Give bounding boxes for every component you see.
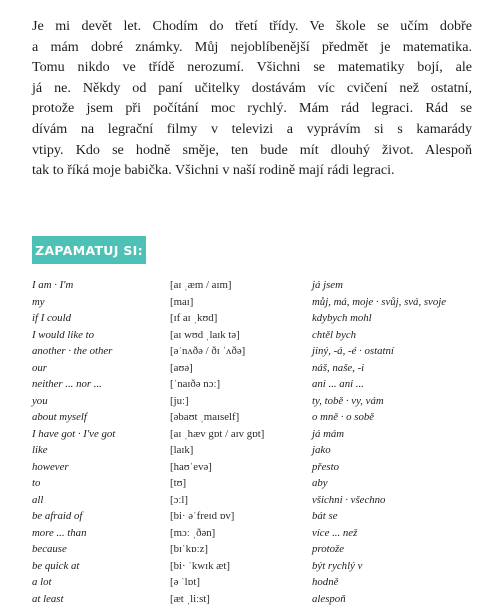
vocab-english: another · the other — [32, 345, 112, 357]
vocab-english: you — [32, 395, 48, 407]
vocab-row — [32, 461, 472, 478]
vocab-english: be quick at — [32, 560, 79, 572]
vocab-row — [32, 378, 472, 395]
vocab-row — [32, 362, 472, 379]
vocab-czech: bát se — [312, 510, 338, 522]
vocab-row — [32, 395, 472, 412]
vocab-english: I am · I'm — [32, 279, 73, 291]
vocab-row — [32, 312, 472, 329]
vocab-row — [32, 411, 472, 428]
vocabulary-table — [32, 279, 472, 609]
paragraph-line: a mám dobré známky. Můj nejoblíbenější předmět je matematika. — [32, 37, 472, 58]
vocab-pronunciation: [aɪ wʊd ˌlaɪk tə] — [170, 329, 240, 341]
vocab-czech: já jsem — [312, 279, 343, 291]
vocab-pronunciation: [bi· əˈfreɪd ɒv] — [170, 510, 234, 522]
vocab-czech: můj, má, moje · svůj, svá, svoje — [312, 296, 446, 308]
vocab-czech: ani ... ani ... — [312, 378, 364, 390]
vocab-row — [32, 345, 472, 362]
vocab-pronunciation: [tʊ] — [170, 477, 186, 489]
vocab-english: because — [32, 543, 67, 555]
vocab-english: about myself — [32, 411, 87, 423]
vocab-row — [32, 477, 472, 494]
vocab-english: to — [32, 477, 40, 489]
paragraph-line: Je mi devět let. Chodím do třetí třídy. Ve škole se učím dobře — [32, 16, 472, 37]
vocab-pronunciation: [laɪk] — [170, 444, 193, 456]
vocab-pronunciation: [haʊˈevə] — [170, 461, 212, 473]
vocab-pronunciation: [juː] — [170, 395, 189, 407]
reading-paragraph — [32, 16, 472, 181]
vocab-row — [32, 494, 472, 511]
vocab-pronunciation: [mɔː ˌðən] — [170, 527, 215, 539]
vocab-pronunciation: [bi· ˈkwɪk æt] — [170, 560, 230, 572]
vocab-pronunciation: [ə ˈlɒt] — [170, 576, 200, 588]
vocab-english: my — [32, 296, 45, 308]
vocab-pronunciation: [maɪ] — [170, 296, 193, 308]
vocab-czech: jiný, -á, -é · ostatní — [312, 345, 394, 357]
vocab-pronunciation: [aɪ ˌæm / aɪm] — [170, 279, 231, 291]
vocab-english: at least — [32, 593, 64, 605]
remember-heading-box — [32, 236, 146, 264]
vocab-pronunciation: [aɪ ˌhæv gɒt / aɪv gɒt] — [170, 428, 264, 440]
paragraph-line: vtipy. Kdo se hodně směje, ten bude mít dlouhý život. Alespoň — [32, 140, 472, 161]
paragraph-line: dívám na legrační filmy v televizi a vyprávím si s kamarády — [32, 119, 472, 140]
vocab-czech: protože — [312, 543, 344, 555]
vocab-czech: kdybych mohl — [312, 312, 372, 324]
vocab-row — [32, 576, 472, 593]
paragraph-line: já ne. Někdy od paní učitelky dostávám víc cvičení než ostatní, — [32, 78, 472, 99]
vocab-row — [32, 329, 472, 346]
vocab-english: however — [32, 461, 69, 473]
vocab-english: be afraid of — [32, 510, 82, 522]
vocab-pronunciation: [æt ˌliːst] — [170, 593, 210, 605]
vocab-pronunciation: [bɪˈkɒːz] — [170, 543, 208, 555]
vocab-row — [32, 510, 472, 527]
paragraph-line: tak to říká moje babička. Všichni v naší rodině mají rádi legraci. — [32, 160, 472, 181]
remember-heading: ZAPAMATUJ SI: — [35, 243, 143, 258]
paragraph-line: Tomu nikdo ve třídě nerozumí. Všichni se matematiky bojí, ale — [32, 57, 472, 78]
vocab-english: I have got · I've got — [32, 428, 115, 440]
vocab-english: more ... than — [32, 527, 86, 539]
vocab-pronunciation: [əbaʊt ˌmaɪself] — [170, 411, 239, 423]
vocab-czech: náš, naše, -i — [312, 362, 364, 374]
vocab-pronunciation: [ˈnaɪðə nɔː] — [170, 378, 220, 390]
vocab-english: if I could — [32, 312, 71, 324]
vocab-row — [32, 543, 472, 560]
vocab-pronunciation: [ɪf aɪ ˌkʊd] — [170, 312, 217, 324]
vocab-english: neither ... nor ... — [32, 378, 102, 390]
vocab-row — [32, 428, 472, 445]
vocab-english: I would like to — [32, 329, 94, 341]
vocab-row — [32, 279, 472, 296]
vocab-english: like — [32, 444, 48, 456]
vocab-czech: jako — [312, 444, 331, 456]
vocab-czech: aby — [312, 477, 328, 489]
vocab-czech: hodně — [312, 576, 338, 588]
vocab-czech: přesto — [312, 461, 339, 473]
vocab-pronunciation: [aʊə] — [170, 362, 193, 374]
vocab-row — [32, 593, 472, 609]
vocab-czech: všichni · všechno — [312, 494, 385, 506]
vocab-row — [32, 296, 472, 313]
vocab-english: all — [32, 494, 43, 506]
vocab-czech: být rychlý v — [312, 560, 362, 572]
vocab-czech: více ... než — [312, 527, 357, 539]
vocab-czech: alespoň — [312, 593, 346, 605]
vocab-czech: chtěl bych — [312, 329, 356, 341]
vocab-row — [32, 444, 472, 461]
vocab-pronunciation: [ɔːl] — [170, 494, 188, 506]
vocab-english: a lot — [32, 576, 52, 588]
vocab-english: our — [32, 362, 47, 374]
vocab-czech: já mám — [312, 428, 344, 440]
vocab-row — [32, 560, 472, 577]
vocab-czech: o mně · o sobě — [312, 411, 374, 423]
vocab-czech: ty, tobě · vy, vám — [312, 395, 384, 407]
paragraph-line: protože jsem při počítání moc rychlý. Mám rád legraci. Rád se — [32, 98, 472, 119]
vocab-row — [32, 527, 472, 544]
vocab-pronunciation: [əˈnʌðə / ðɪ ˈʌðə] — [170, 345, 245, 357]
